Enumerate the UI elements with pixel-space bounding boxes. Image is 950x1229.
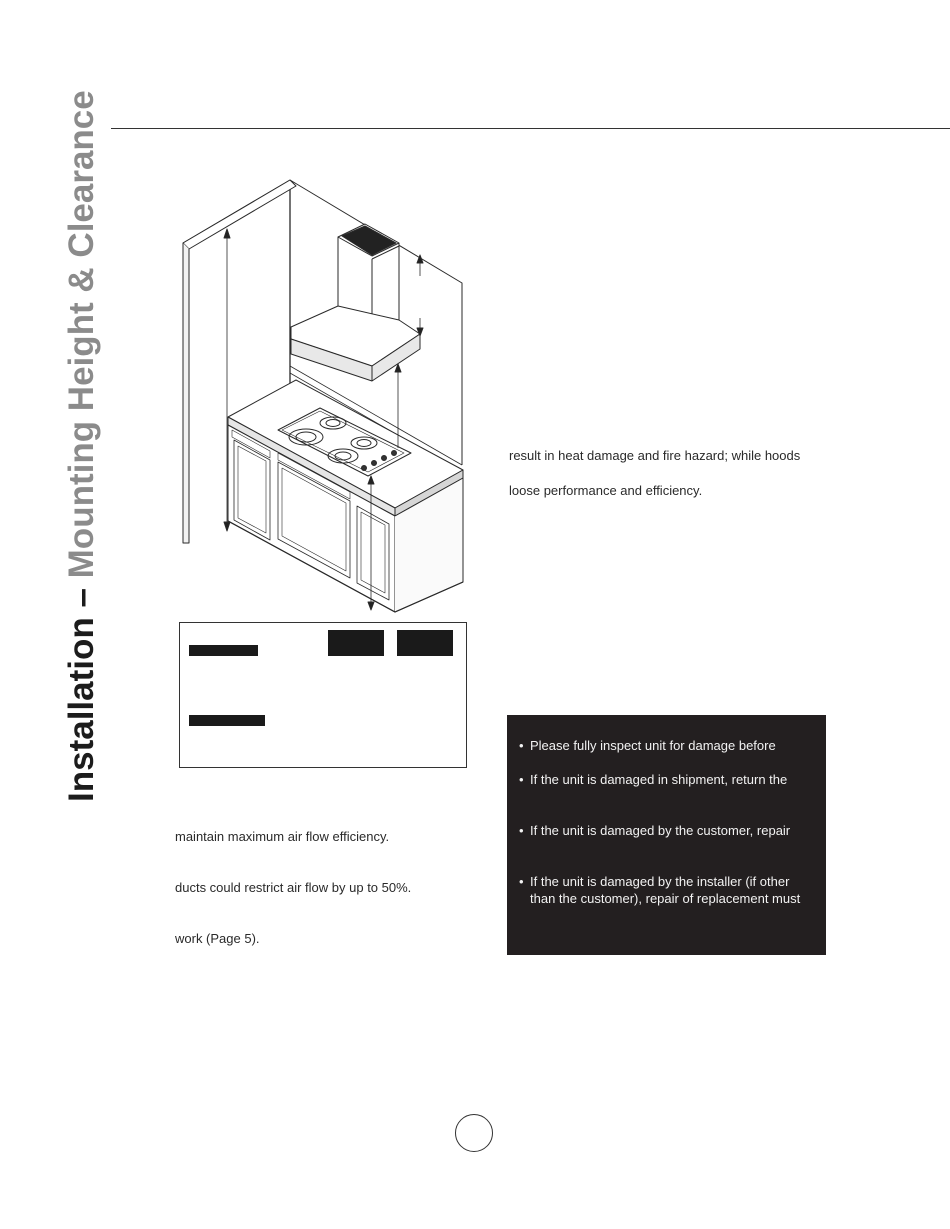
bullet-icon: • xyxy=(519,738,524,753)
clearance-spec-table xyxy=(179,622,467,768)
bullet-icon: • xyxy=(519,874,524,889)
table-header-redacted-1 xyxy=(328,630,384,656)
warning-item-1 xyxy=(519,737,776,754)
page-title xyxy=(62,90,102,802)
table-label-redacted-1 xyxy=(189,645,258,656)
warning-item-3-text: If the unit is damaged by the customer, repair xyxy=(530,823,791,838)
bullet-icon: • xyxy=(519,772,524,787)
table-header-redacted-2 xyxy=(397,630,453,656)
table-label-redacted-2 xyxy=(189,715,265,726)
warning-item-2-text: If the unit is damaged in shipment, return the xyxy=(530,772,788,787)
right-text-line-1: result in heat damage and fire hazard; while hoods xyxy=(509,448,801,463)
warning-item-2 xyxy=(519,771,787,788)
warning-item-4-text: If the unit is damaged by the installer (if other xyxy=(530,874,790,889)
warning-item-4 xyxy=(519,873,800,907)
title-section: Installation – xyxy=(62,578,101,802)
warning-item-4-continuation: than the customer), repair of replacement must xyxy=(530,891,801,906)
left-text-line-3: work (Page 5). xyxy=(175,931,260,946)
page-number-circle xyxy=(455,1114,493,1152)
bullet-icon: • xyxy=(519,823,524,838)
warning-item-3 xyxy=(519,822,790,839)
warning-item-1-text: Please fully inspect unit for damage before xyxy=(530,738,776,753)
header-rule xyxy=(111,128,950,129)
right-text-line-2: loose performance and efficiency. xyxy=(509,483,703,498)
range-hood-installation-illustration xyxy=(170,170,480,620)
left-text-line-1: maintain maximum air flow efficiency. xyxy=(175,829,390,844)
damage-warning-box xyxy=(507,715,826,955)
title-topic: Mounting Height & Clearance xyxy=(62,90,101,579)
left-text-line-2: ducts could restrict air flow by up to 50%. xyxy=(175,880,412,895)
